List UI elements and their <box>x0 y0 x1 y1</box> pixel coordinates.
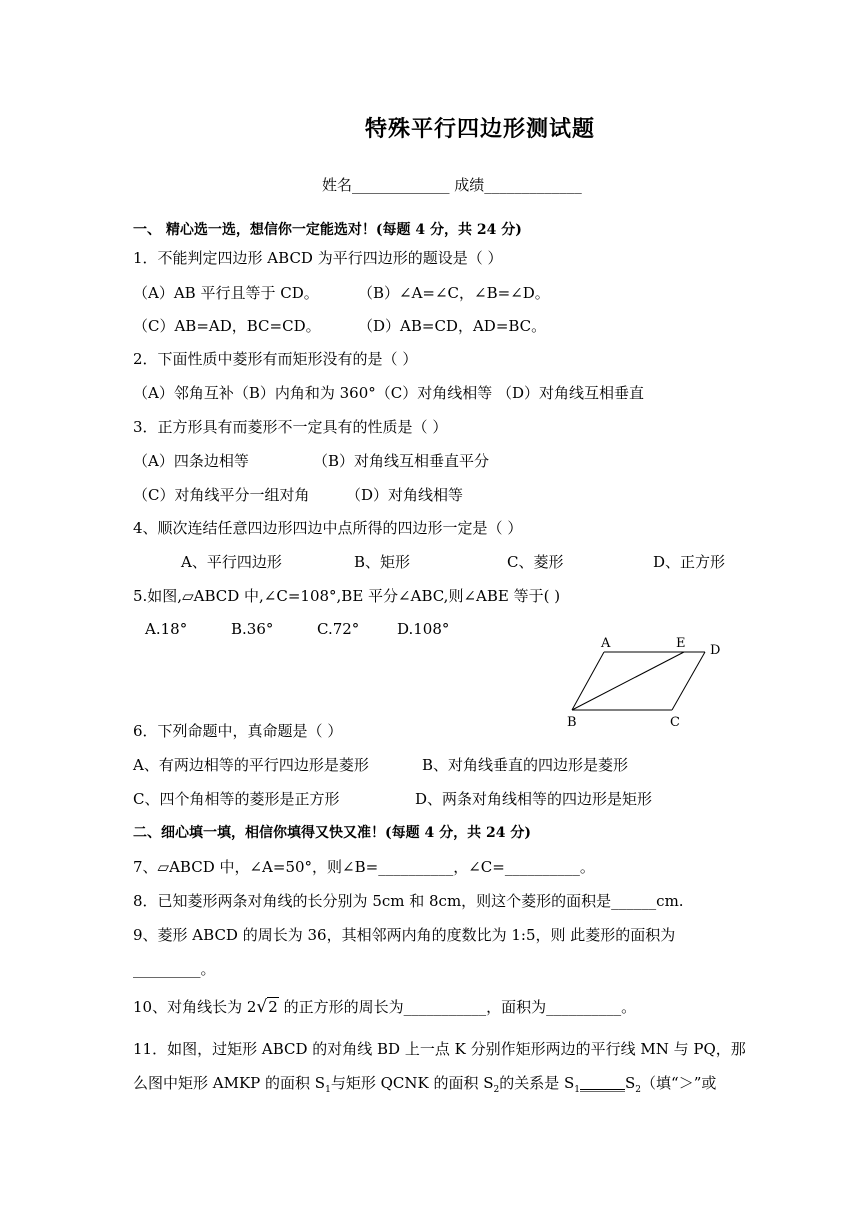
subscript-4: 2 <box>635 1085 642 1095</box>
q3-option-b: （B）对角线互相垂直平分 <box>313 452 490 470</box>
q3-option-d: （D）对角线相等 <box>346 486 464 504</box>
sqrt-radicand: 2 <box>268 998 278 1016</box>
q3-stem: 3．正方形具有而菱形不一定具有的性质是（ ） <box>133 418 448 436</box>
q5-option-b: B.36° <box>231 620 274 638</box>
q9-line-2: _________。 <box>133 960 216 978</box>
q3-option-a: （A）四条边相等 <box>133 452 249 470</box>
q8: 8．已知菱形两条对角线的长分别为 5cm 和 8cm，则这个菱形的面积是______cm. <box>133 892 684 910</box>
label-c: C <box>670 715 680 730</box>
q1-option-d: （D）AB=CD，AD=BC。 <box>358 317 547 335</box>
q11-line-1: 11．如图，过矩形 ABCD 的对角线 BD 上一点 K 分别作矩形两边的平行线 MN 与 PQ，那 <box>133 1040 746 1058</box>
label-a: A <box>601 636 611 651</box>
q1-option-a: （A）AB 平行且等于 CD。 <box>133 284 319 302</box>
q6-option-c: C、四个角相等的菱形是正方形 <box>133 790 340 808</box>
q11-s2: S <box>625 1074 636 1092</box>
section-2-heading: 二、细心填一填，相信你填得又快又准！(每题 4 分，共 24 分) <box>133 825 531 841</box>
page-title: 特殊平行四边形测试题 <box>364 116 595 142</box>
parallelogram-diagram <box>560 632 730 732</box>
q4-option-b: B、矩形 <box>354 553 411 571</box>
q6-stem: 6．下列命题中，真命题是（ ） <box>133 722 343 740</box>
label-d: D <box>710 643 721 658</box>
q6-option-b: B、对角线垂直的四边形是菱形 <box>422 756 629 774</box>
q5-option-a: A.18° <box>145 620 188 638</box>
q11-text-a: 么图中矩形 AMKP 的面积 S <box>133 1074 326 1092</box>
sqrt-symbol: √ <box>256 997 268 1017</box>
q10 <box>133 996 636 1017</box>
q11-line-2 <box>133 1072 716 1095</box>
segment-be <box>572 652 684 710</box>
q11-text-c: 的关系是 S <box>499 1074 575 1092</box>
subscript-2: 2 <box>493 1085 500 1095</box>
q1-option-b: （B）∠A=∠C，∠B=∠D。 <box>358 284 550 302</box>
q6-option-d: D、两条对角线相等的四边形是矩形 <box>415 790 653 808</box>
q7: 7、▱ABCD 中，∠A=50°，则∠B=__________，∠C=__________。 <box>133 858 595 876</box>
q4-option-c: C、菱形 <box>507 553 564 571</box>
q9-line-1: 9、菱形 ABCD 的周长为 36，其相邻两内角的度数比为 1:5，则 此菱形的面积为 <box>133 926 676 944</box>
q11-text-b: 与矩形 QCNK 的面积 S <box>330 1074 494 1092</box>
q4-option-a: A、平行四边形 <box>181 553 282 571</box>
q4-stem: 4、顺次连结任意四边形四边中点所得的四边形一定是（ ） <box>133 519 523 537</box>
label-b: B <box>567 715 577 730</box>
q11-answer-blank: ______ <box>580 1074 626 1092</box>
section-1-heading: 一、 精心选一选，想信你一定能选对！(每题 4 分，共 24 分) <box>133 222 522 238</box>
name-score-line: 姓名_____________ 成绩_____________ <box>322 176 582 194</box>
q10-suffix: 的正方形的周长为___________，面积为__________。 <box>278 998 637 1016</box>
label-e: E <box>676 636 686 651</box>
q10-prefix: 10、对角线长为 2 <box>133 998 257 1016</box>
subscript-1: 1 <box>325 1085 331 1095</box>
q5-option-d: D.108° <box>397 620 450 638</box>
q2-options: （A）邻角互补（B）内角和为 360°（C）对角线相等 （D）对角线互相垂直 <box>133 384 645 402</box>
q3-option-c: （C）对角线平分一组对角 <box>133 486 310 504</box>
subscript-3: 1 <box>574 1085 581 1095</box>
q5-stem: 5.如图,▱ABCD 中,∠C=108°,BE 平分∠ABC,则∠ABE 等于( ) <box>133 587 561 605</box>
q5-option-c: C.72° <box>317 620 360 638</box>
q1-stem: 1．不能判定四边形 ABCD 为平行四边形的题设是（ ） <box>133 249 503 267</box>
q6-option-a: A、有两边相等的平行四边形是菱形 <box>133 756 369 774</box>
q11-text-tail: （填“＞”或 <box>641 1074 717 1092</box>
q2-stem: 2．下面性质中菱形有而矩形没有的是（ ） <box>133 350 418 368</box>
q1-option-c: （C）AB=AD，BC=CD。 <box>133 317 321 335</box>
q4-option-d: D、正方形 <box>653 553 726 571</box>
side-dc <box>672 652 705 710</box>
